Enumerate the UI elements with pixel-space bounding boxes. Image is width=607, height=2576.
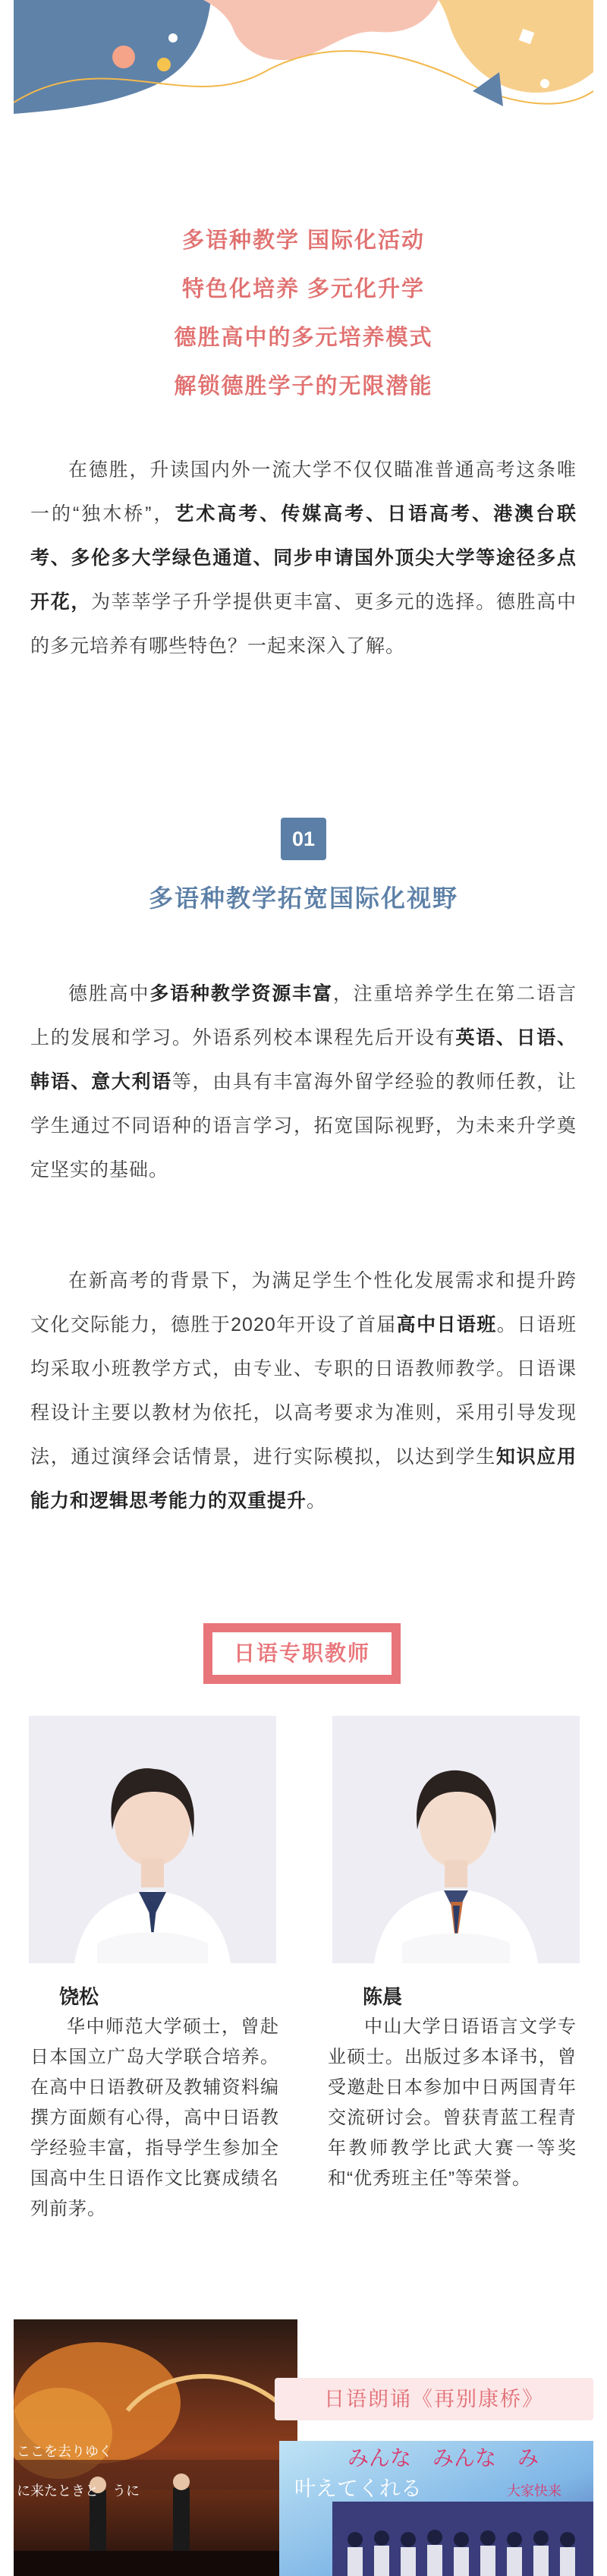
text-span-bold: 英语、日语、韩语、意大利语: [30, 1027, 577, 1093]
photo-caption: ここを去りゆく: [17, 2444, 112, 2460]
text-span: 。日语班均采取小班教学方式，由专业、专职的日语教师教学。日语课程设计主要以教材为依托，以高考要求为准则，采用引导发现法，通过演绎会话情景，进行实际模拟，以达到学生: [30, 1314, 577, 1468]
headline-line: 多语种教学 国际化活动: [181, 229, 426, 253]
text-span: 在德胜，升读国内外一流大学不仅仅瞄准普通高考这条唯一的“独木桥”，: [30, 459, 577, 525]
headline-line: 解锁德胜学子的无限潜能: [174, 374, 433, 399]
reading-title: 日语朗诵《再别康桥》: [275, 2378, 593, 2420]
teacher-photo: [29, 1716, 276, 1963]
section-title: 多语种教学拓宽国际化视野: [148, 884, 458, 912]
text-span-bold: 知识应用能力和逻辑思考能力的双重提升: [30, 1446, 577, 1512]
stage-photo-icon: [279, 2441, 593, 2576]
teachers-label: 日语专职教师: [233, 1641, 370, 1665]
recitation-photo-right: [279, 2441, 593, 2576]
decorative-banner: [14, 0, 593, 118]
headline-line: 特色化培养 多元化升学: [181, 277, 426, 301]
photo-caption: 叶えてくれる: [294, 2476, 423, 2501]
section-paragraph: [30, 972, 577, 1192]
teacher-name: 陈晨: [363, 1985, 403, 2008]
teacher-bio: 华中师范大学硕士，曾赴日本国立广岛大学联合培养。在高中日语教研及教辅资料编撰方面颇有心得，高中日语教学经验丰富，指导学生参加全国高中生日语作文比赛成绩名列前茅。: [30, 2016, 279, 2219]
intro-paragraph: [30, 448, 577, 668]
text-span-bold: 艺术高考、传媒高考、日语高考、港澳台联考、多伦多大学绿色通道、同步申请国外顶尖大学等途径多点开花，: [30, 503, 577, 613]
section-number-badge: 01: [281, 818, 326, 860]
teacher-portrait-icon: [332, 1716, 580, 1963]
teacher-portrait-icon: [29, 1716, 276, 1963]
text-span: 为莘莘学子升学提供更丰富、更多元的选择。德胜高中的多元培养有哪些特色？一起来深入了解。: [30, 591, 577, 657]
text-span: 在新高考的背景下，为满足学生个性化发展需求和提升跨文化交际能力，德胜于2020年开设了首届: [30, 1270, 577, 1335]
photo-caption: 大家快来: [507, 2483, 561, 2499]
photo-caption: に来たときと うに: [17, 2483, 140, 2499]
text-span-bold: 多语种教学资源丰富: [149, 983, 333, 1004]
teacher-name: 饶松: [59, 1985, 99, 2008]
teacher-photo: [332, 1716, 580, 1963]
headline-line: 德胜高中的多元培养模式: [174, 326, 433, 350]
intro-headline: [0, 216, 607, 411]
text-span: 。: [307, 1490, 327, 1512]
section-paragraph: [30, 1259, 577, 1523]
teacher-bio: 中山大学日语语言文学专业硕士。出版过多本译书，曾受邀赴日本参加中日两国青年交流研讨会。曾获青蓝工程青年教师教学比武大赛一等奖和“优秀班主任”等荣誉。: [328, 2016, 577, 2189]
text-span: 等，由具有丰富海外留学经验的教师任教，让学生通过不同语种的语言学习，拓宽国际视野，为未来升学奠定坚实的基础。: [30, 1071, 577, 1181]
text-span: ，注重培养学生在第二语言上的发展和学习。外语系列校本课程先后开设有: [30, 983, 577, 1048]
text-span: 德胜高中: [68, 983, 150, 1004]
recitation-photo-left: [14, 2319, 297, 2576]
stage-photo-icon: [14, 2319, 297, 2576]
teachers-label-box: [203, 1623, 404, 1687]
photo-caption: みんな みんな み: [348, 2445, 539, 2470]
text-span-bold: 高中日语班: [396, 1314, 497, 1335]
